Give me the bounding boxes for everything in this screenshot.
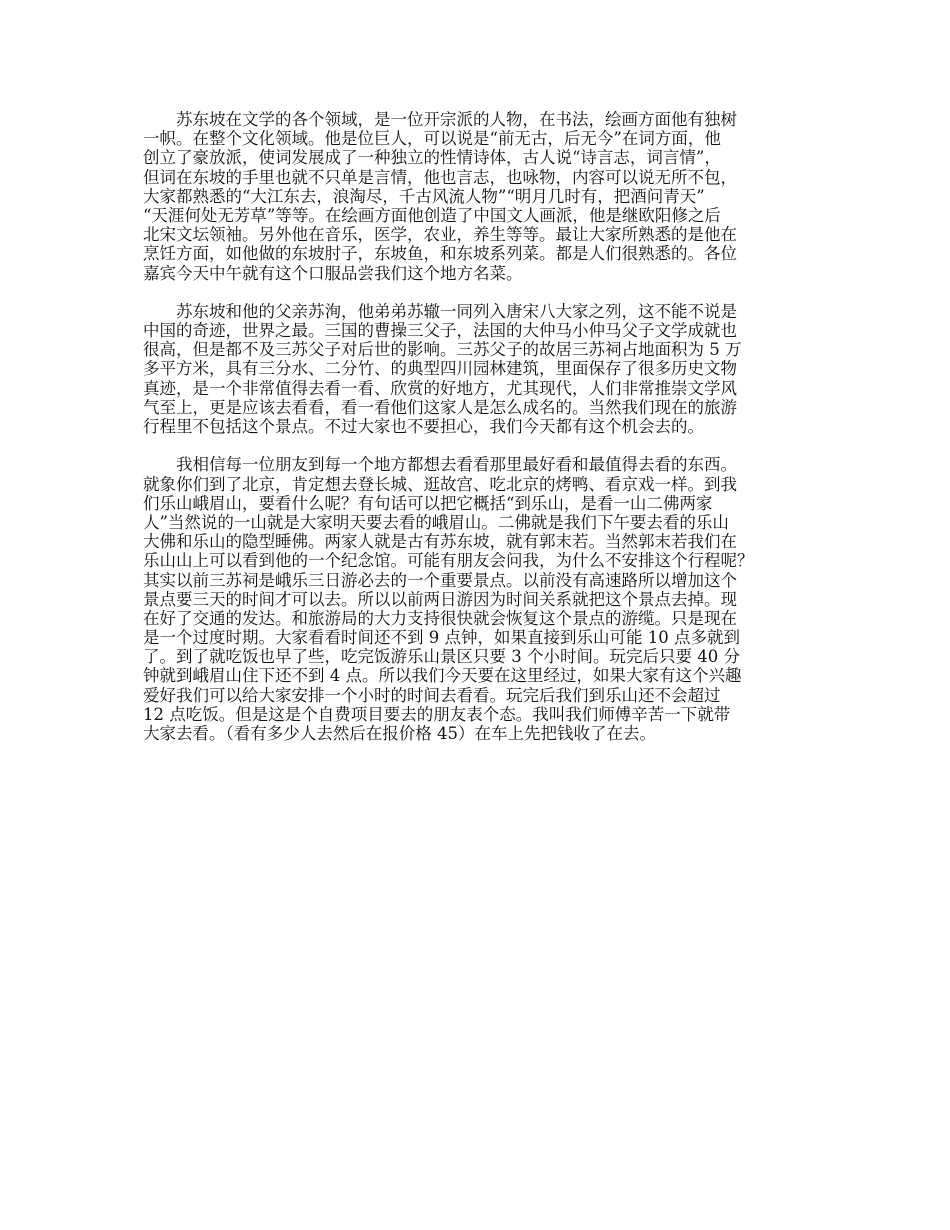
paragraph-line: 行程里不包括这个景点。不过大家也不要担心，我们今天都有这个机会去的。 <box>143 417 704 436</box>
paragraph-line: 多平方米，具有三分水、二分竹、的典型四川园林建筑，里面保存了很多历史文物 <box>143 359 737 379</box>
paragraph-line: 大家都熟悉的“大江东去，浪淘尽，千古风流人物”“明月几时有，把酒问青天” <box>143 186 705 206</box>
paragraph-3 <box>143 455 823 743</box>
paragraph-line: 景点要三天的时间才可以去。所以以前两日游因为时间关系就把这个景点去掉。现 <box>143 589 737 609</box>
paragraph-1 <box>143 110 823 283</box>
paragraph-line: 烹饪方面，如他做的东坡肘子，东坡鱼，和东坡系列菜。都是人们很熟悉的。各位 <box>143 244 737 264</box>
paragraph-line: 们乐山峨眉山，要看什么呢？有句话可以把它概括“到乐山，是看一山二佛两家 <box>143 493 713 513</box>
paragraph-line: 一帜。在整个文化领域。他是位巨人，可以说是“前无古，后无今”在词方面，他 <box>143 129 721 149</box>
paragraph-line: 真迹，是一个非常值得去看一看、欣赏的好地方，尤其现代，人们非常推崇文学风 <box>143 378 737 398</box>
paragraph-line: 了。到了就吃饭也早了些，吃完饭游乐山景区只要 3 个小时间。玩完后只要 40 分 <box>143 647 740 667</box>
paragraph-line: 大佛和乐山的隐型睡佛。两家人就是古有苏东坡，就有郭末若。当然郭末若我们在 <box>143 532 737 552</box>
paragraph-line: 乐山山上可以看到他的一个纪念馆。可能有朋友会问我，为什么不安排这个行程呢？ <box>143 551 754 571</box>
paragraph-line: 中国的奇迹，世界之最。三国的曹操三父子，法国的大仲马小仲马父子文学成就也 <box>143 321 737 341</box>
paragraph-2 <box>143 302 823 436</box>
document-body <box>143 110 823 743</box>
paragraph-line: 苏东坡在文学的各个领域，是一位开宗派的人物，在书法，绘画方面他有独树 <box>176 110 737 129</box>
paragraph-line: 12 点吃饭。但是这是个自费项目要去的朋友表个态。我叫我们师傅辛苦一下就带 <box>143 704 731 724</box>
paragraph-line: 其实以前三苏祠是峨乐三日游必去的一个重要景点。以前没有高速路所以增加这个 <box>143 570 737 590</box>
paragraph-line: 钟就到峨眉山住下还不到 4 点。所以我们今天要在这里经过，如果大家有这个兴趣 <box>143 666 742 686</box>
paragraph-line: 大家去看。（看有多少人去然后在报价格 45）在车上先把钱收了在去。 <box>143 724 656 743</box>
paragraph-line: 创立了豪放派，使词发展成了一种独立的性情诗体，古人说“诗言志，词言情”， <box>143 148 721 168</box>
paragraph-line: 就象你们到了北京，肯定想去登长城、逛故宫、吃北京的烤鸭、看京戏一样。到我 <box>143 474 737 494</box>
paragraph-line: 气至上，更是应该去看看，看一看他们这家人是怎么成名的。当然我们现在的旅游 <box>143 397 737 417</box>
paragraph-line: “天涯何处无芳草”等等。在绘画方面他创造了中国文人画派，他是继欧阳修之后 <box>143 205 721 225</box>
paragraph-line: 爱好我们可以给大家安排一个小时的时间去看看。玩完后我们到乐山还不会超过 <box>143 685 721 705</box>
paragraph-line: 我相信每一位朋友到每一个地方都想去看看那里最好看和最值得去看的东西。 <box>176 455 737 475</box>
paragraph-line: 在好了交通的发达。和旅游局的大力支持很快就会恢复这个景点的游缆。只是现在 <box>143 608 737 628</box>
paragraph-line: 但词在东坡的手里也就不只单是言情，他也言志，也咏物，内容可以说无所不包， <box>143 167 737 187</box>
paragraph-line: 苏东坡和他的父亲苏洵，他弟弟苏辙一同列入唐宋八大家之列，这不能不说是 <box>176 301 737 321</box>
paragraph-line: 是一个过度时期。大家看看时间还不到 9 点钟，如果直接到乐山可能 10 点多就到 <box>143 628 740 648</box>
paragraph-line: 人”当然说的一山就是大家明天要去看的峨眉山。二佛就是我们下午要去看的乐山 <box>143 512 729 532</box>
paragraph-line: 很高，但是都不及三苏父子对后世的影响。三苏父子的故居三苏祠占地面积为 5 万 <box>143 340 742 360</box>
paragraph-line: 嘉宾今天中午就有这个口服品尝我们这个地方名菜。 <box>143 263 523 283</box>
paragraph-line: 北宋文坛领袖。另外他在音乐，医学，农业，养生等等。最让大家所熟悉的是他在 <box>143 225 737 245</box>
